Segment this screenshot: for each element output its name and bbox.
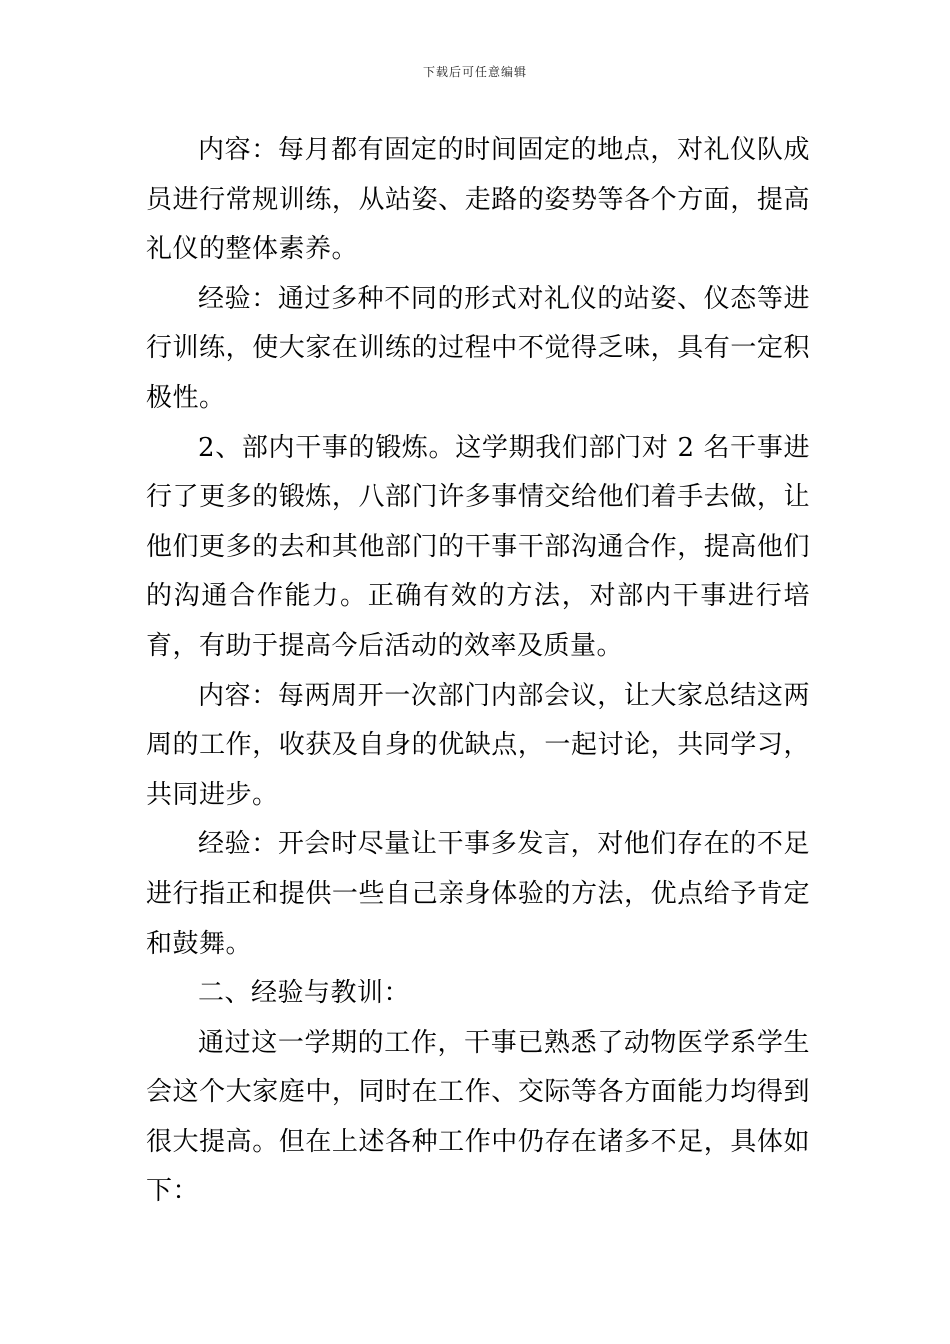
- section-heading-lessons: 二、经验与教训：: [198, 978, 411, 1009]
- document-body: [146, 126, 810, 1217]
- paragraph-meeting-experience: 经验：开会时尽量让干事多发言，对他们存在的不足进行指正和提供一些自己亲身体验的方法，优点给予肯定和鼓舞。: [146, 829, 810, 959]
- paragraph-staff-training: 2、部内干事的锻炼。这学期我们部门对 2 名干事进行了更多的锻炼，八部门许多事情交给他们着手去做，让他们更多的去和其他部门的干事干部沟通合作，提高他们的沟通合作能力。正确有效的方法，对部内干事进行培育，有助于提高今后活动的效率及质量。: [146, 432, 810, 661]
- paragraph-lessons-summary: 通过这一学期的工作，干事已熟悉了动物医学系学生会这个大家庭中，同时在工作、交际等各方面能力均得到很大提高。但在上述各种工作中仍存在诸多不足，具体如下：: [146, 1027, 810, 1207]
- paragraph-meeting-content: 内容：每两周开一次部门内部会议，让大家总结这两周的工作，收获及自身的优缺点，一起讨论，共同学习，共同进步。: [146, 680, 810, 810]
- paragraph-training-content: 内容：每月都有固定的时间固定的地点，对礼仪队成员进行常规训练，从站姿、走路的姿势等各个方面，提高礼仪的整体素养。: [146, 135, 810, 265]
- page-header-note: 下载后可任意编辑: [422, 65, 527, 79]
- paragraph-training-experience: 经验：通过多种不同的形式对礼仪的站姿、仪态等进行训练，使大家在训练的过程中不觉得乏味，具有一定积极性。: [146, 283, 810, 413]
